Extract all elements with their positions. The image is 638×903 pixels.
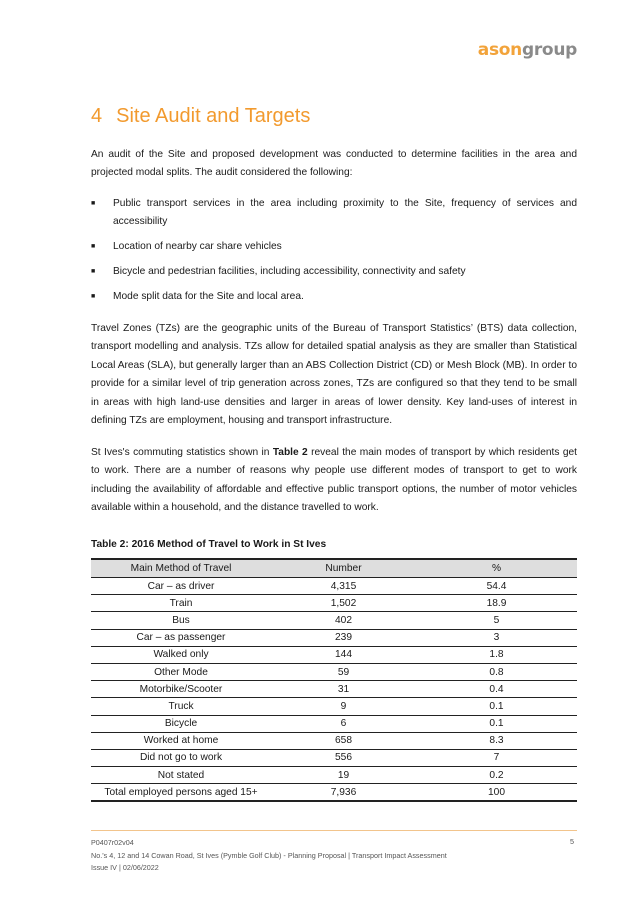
percent-cell: 0.4	[416, 681, 577, 698]
number-cell: 1,502	[271, 595, 416, 612]
bullet-icon: ■	[91, 268, 96, 276]
number-cell: 7,936	[271, 784, 416, 802]
number-cell: 31	[271, 681, 416, 698]
method-cell: Walked only	[91, 646, 271, 663]
number-cell: 239	[271, 629, 416, 646]
travel-method-table	[91, 558, 577, 802]
table-row	[91, 698, 577, 715]
percent-cell: 5	[416, 612, 577, 629]
logo-text-group: group	[521, 40, 577, 60]
bullet-text: Public transport services in the area including proximity to the Site, frequency of services and accessibility	[113, 198, 577, 228]
list-item	[91, 195, 577, 232]
bullet-text: Mode split data for the Site and local area.	[113, 291, 304, 303]
number-cell: 144	[271, 646, 416, 663]
method-cell: Car – as driver	[91, 578, 271, 595]
method-cell: Car – as passenger	[91, 629, 271, 646]
number-cell: 59	[271, 663, 416, 680]
commuting-text-end: reveal the main modes of transport by which residents get to work. There are a number of reasons why people use different modes of transport to get to work including the availability of affordable and effective public transport options, the number of motor vehicles available within a household, and the distance travelled to work.	[91, 447, 577, 514]
project-description: No.’s 4, 12 and 14 Cowan Road, St Ives (Pymble Golf Club) - Planning Proposal | Transport Impact Assessment	[91, 850, 447, 860]
document-reference: P0407r02v04	[91, 838, 134, 847]
percent-cell: 7	[416, 749, 577, 766]
bullet-icon: ■	[91, 293, 96, 301]
number-cell: 6	[271, 715, 416, 732]
table-row	[91, 681, 577, 698]
table-reference: Table 2	[272, 447, 308, 458]
table-header-row	[91, 559, 577, 578]
list-item	[91, 263, 577, 281]
table-row	[91, 646, 577, 663]
list-item	[91, 238, 577, 256]
travel-zones-paragraph: Travel Zones (TZs) are the geographic units of the Bureau of Transport Statistics’ (BTS) data collection, transport modelling and analysis. TZs allow for detailed spatial analysis as they are smaller than Statistical Local Areas (SLA), but generally larger than an ABS Collection District (CD) or Mesh Block (MB). In order to provide for a similar level of trip generation across zones, TZs are configured so that they tend to be small in areas with high land-use densities and larger in areas of lower density. Key land-uses of interest in defining TZs are employment, housing and transport infrastructure.	[91, 323, 577, 427]
percent-cell: 18.9	[416, 595, 577, 612]
bullet-text: Bicycle and pedestrian facilities, including accessibility, connectivity and safety	[113, 266, 466, 278]
table-row	[91, 663, 577, 680]
page-number: 5	[570, 837, 574, 846]
method-cell: Bus	[91, 612, 271, 629]
method-cell: Did not go to work	[91, 749, 271, 766]
percent-cell: 0.1	[416, 698, 577, 715]
percent-cell: 8.3	[416, 732, 577, 749]
section-heading	[91, 105, 310, 128]
section-title: Site Audit and Targets	[116, 105, 311, 127]
method-cell: Bicycle	[91, 715, 271, 732]
percent-cell: 1.8	[416, 646, 577, 663]
percent-cell: 3	[416, 629, 577, 646]
table-row	[91, 595, 577, 612]
table-row	[91, 715, 577, 732]
commuting-paragraph	[91, 444, 577, 518]
table-row	[91, 612, 577, 629]
bullet-icon: ■	[91, 200, 96, 207]
percent-cell: 54.4	[416, 578, 577, 595]
bullet-text: Location of nearby car share vehicles	[113, 241, 282, 253]
commuting-text-start: St Ives's commuting statistics shown in	[91, 447, 273, 458]
number-cell: 402	[271, 612, 416, 629]
table-row	[91, 732, 577, 749]
table-row	[91, 767, 577, 784]
method-cell: Total employed persons aged 15+	[91, 784, 271, 802]
percent-cell: 0.2	[416, 767, 577, 784]
method-cell: Not stated	[91, 767, 271, 784]
number-cell: 658	[271, 732, 416, 749]
method-cell: Other Mode	[91, 663, 271, 680]
table-row	[91, 629, 577, 646]
method-cell: Train	[91, 595, 271, 612]
footer-divider	[91, 830, 577, 831]
percent-cell: 0.1	[416, 715, 577, 732]
method-cell: Truck	[91, 698, 271, 715]
asongroup-logo	[478, 40, 577, 60]
table-row	[91, 578, 577, 595]
section-number: 4	[91, 105, 103, 127]
number-cell: 9	[271, 698, 416, 715]
number-cell: 4,315	[271, 578, 416, 595]
number-cell: 19	[271, 767, 416, 784]
column-header: %	[416, 559, 577, 578]
percent-cell: 100	[416, 784, 577, 802]
footer	[91, 837, 447, 875]
intro-paragraph: An audit of the Site and proposed development was conducted to determine facilities in the area and projected modal splits. The audit considered the following:	[91, 149, 577, 179]
method-cell: Worked at home	[91, 732, 271, 749]
issue-date: Issue IV | 02/06/2022	[91, 863, 159, 872]
logo-text-ason: ason	[477, 40, 522, 60]
table-row	[91, 784, 577, 802]
column-header: Number	[271, 559, 416, 578]
audit-bullet-list	[91, 195, 577, 313]
column-header: Main Method of Travel	[91, 559, 271, 578]
number-cell: 556	[271, 749, 416, 766]
table-caption: Table 2: 2016 Method of Travel to Work in St Ives	[91, 539, 327, 550]
method-cell: Motorbike/Scooter	[91, 681, 271, 698]
bullet-icon: ■	[91, 243, 96, 251]
percent-cell: 0.8	[416, 663, 577, 680]
table-row	[91, 749, 577, 766]
list-item	[91, 288, 577, 306]
